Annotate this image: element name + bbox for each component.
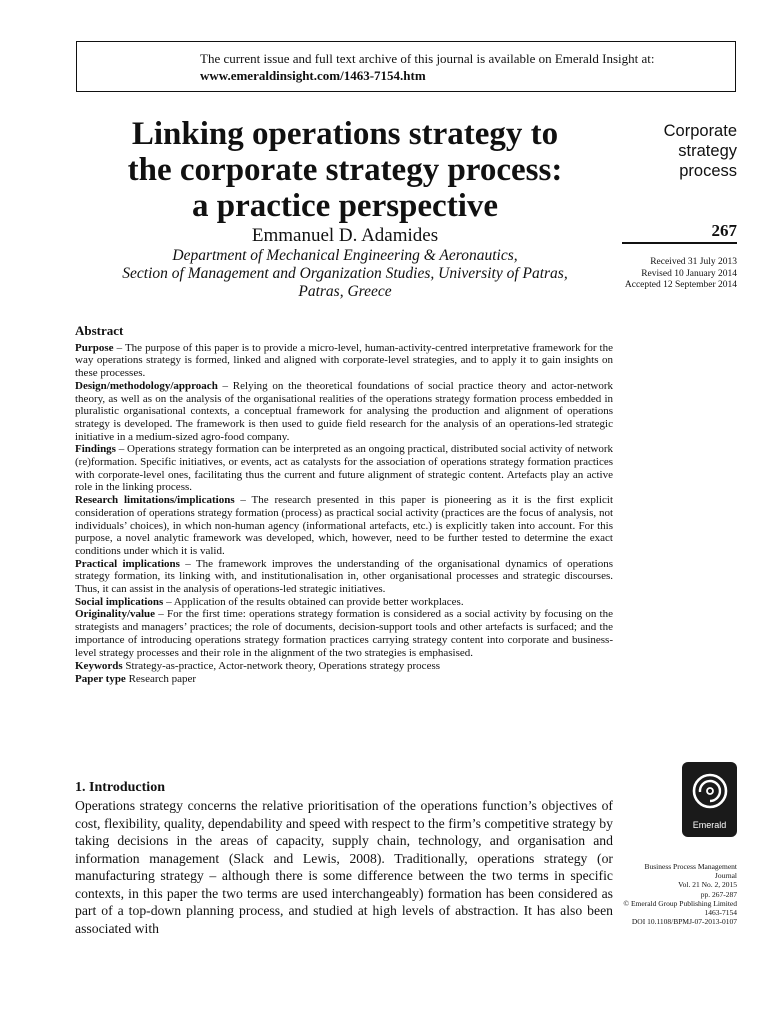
abstract-design [75,380,613,444]
running-title [664,121,737,181]
running-title-line: Corporate [663,122,737,140]
journal-name: Journal [714,871,737,881]
emerald-logo-text: Emerald [692,820,727,830]
volume-info: Vol. 21 No. 2, 2015 [678,880,737,890]
banner-text: The current issue and full text archive of this journal is available on Emerald Insight at: [200,51,655,66]
title-line: the corporate strategy process: [127,152,563,188]
abstract-label: Findings [75,443,116,456]
sidebar-divider [622,242,737,244]
keywords-text: Strategy-as-practice, Actor-network theory, Operations strategy process [122,660,441,673]
section-body: Operations strategy concerns the relative prioritisation of the operations function’s objectives of cost, flexibility, quality, dependability and speed with respect to the firm’s competitive strategy by taking decisions in the areas of capacity, supply chain, technology, and organisation and information management (Slack and Lewis, 2008). Traditionally, operations strategy (or manufacturing strategy – although there is some difference between the two terms in specific contexts, in this paper the two terms are used interchangeably) formation has been considered as part of a top-down planning process, and studied at high levels of abstraction. It has also been associated with [75,798,613,936]
abstract-label: Research limitations/implications [75,494,235,507]
abstract-text: – For the first time: operations strategy formation is considered as a social activity by focusing on the strategists and managers’ practices; the role of documents, decision-support tools and other artefacts is surfaced; and the importance of introducing operations strategy formation practices carrying strategy content into corporate and business-level strategy processes and their role in the alignment of the two strategies is emphasised. [75,608,613,659]
abstract-findings [75,443,613,494]
paper-title [76,116,614,224]
abstract-text: – The purpose of this paper is to provide a micro-level, human-activity-centred interpretative framework for the way operations strategy is formed, linked and aligned with corporate-level strategies, and to apply it to gain insights on these processes. [75,341,613,380]
affiliation-line: Department of Mechanical Engineering & Aeronautics, [172,247,518,264]
running-title-line: process [679,162,737,180]
abstract-social [75,596,613,609]
paper-type-label: Paper type [75,672,126,685]
emerald-logo-icon [690,768,730,816]
abstract-text: – The research presented in this paper is pioneering as it is the first explicit consideration of operations strategy formation (process) as practical social activity (practices are the focus of analysis, not individuals’ choices), in which non-human agency (informational artefacts, etc.) is explicitly taken into account. For this purpose, a novel analytic framework was developed, which, however, need to be further tested to determine the exact conditions under which it is valid. [75,494,613,557]
section-heading: 1. Introduction [75,780,165,795]
abstract-label: Purpose [75,341,114,354]
abstract-section [75,325,613,686]
abstract-purpose [75,342,613,380]
journal-access-banner [76,41,736,92]
doi: DOI 10.1108/BPMJ-07-2013-0107 [631,917,737,927]
abstract-heading: Abstract [75,323,124,338]
abstract-limitations [75,494,613,558]
page-number: 267 [711,221,737,240]
abstract-label: Practical implications [75,557,180,570]
running-title-line: strategy [678,142,737,160]
abstract-text: – The framework improves the understanding of the organisational dynamics of operations strategy formation, its linking with, and institutionalisation in, other organisational processes and strategic discourses. Thus, it can assist in the analysis of operations-led strategic initiatives. [75,557,614,596]
accepted-date: Accepted 12 September 2014 [624,280,737,290]
introduction-section [75,780,613,937]
author-affiliation [76,247,614,301]
paper-type [75,673,613,686]
title-line: a practice perspective [191,188,499,224]
abstract-text: – Relying on the theoretical foundations of social practice theory and actor-network theory, as well as on the analysis of the organisational realities of the operations strategy formation process embedded in pluralistic organisational contexts, a conceptual framework for analysing the production and alignment of operations strategy is developed. The framework is then used to guide field research for the analysis of an operations-led strategic initiative in a medium-sized agro-food company. [75,379,613,443]
revised-date: Revised 10 January 2014 [641,268,737,279]
keywords [75,660,613,673]
journal-url-link[interactable]: www.emeraldinsight.com/1463-7154.htm [200,68,426,83]
paper-type-text: Research paper [125,672,197,685]
received-date: Received 31 July 2013 [650,257,737,267]
abstract-label: Originality/value [75,608,156,621]
article-history [625,257,737,292]
keywords-label: Keywords [75,660,123,673]
publisher: © Emerald Group Publishing Limited [623,898,737,908]
abstract-label: Design/methodology/approach [75,379,218,392]
affiliation-line: Section of Management and Organization Studies, University of Patras, [122,265,568,282]
emerald-logo [682,762,737,837]
title-line: Linking operations strategy to [131,116,559,152]
abstract-originality [75,608,613,659]
affiliation-line: Patras, Greece [298,283,392,300]
abstract-practical [75,558,613,596]
abstract-label: Social implications [75,595,164,608]
author-name: Emmanuel D. Adamides [251,225,439,246]
publication-info [623,862,737,926]
abstract-text: – Application of the results obtained can provide better workplaces. [163,595,464,608]
abstract-text: – Operations strategy formation can be interpreted as an ongoing practical, distributed social activity of network (re)formation. Specific initiatives, or events, act as catalysts for the association of operations strategy formation practices with corporate-level ones, facilitating thus the current and future alignment of strategic content. Artefacts play an active role in the linking process. [75,443,613,494]
page-range: pp. 267-287 [700,889,737,899]
journal-name: Business Process Management [644,862,737,871]
issn: 1463-7154 [704,908,737,918]
